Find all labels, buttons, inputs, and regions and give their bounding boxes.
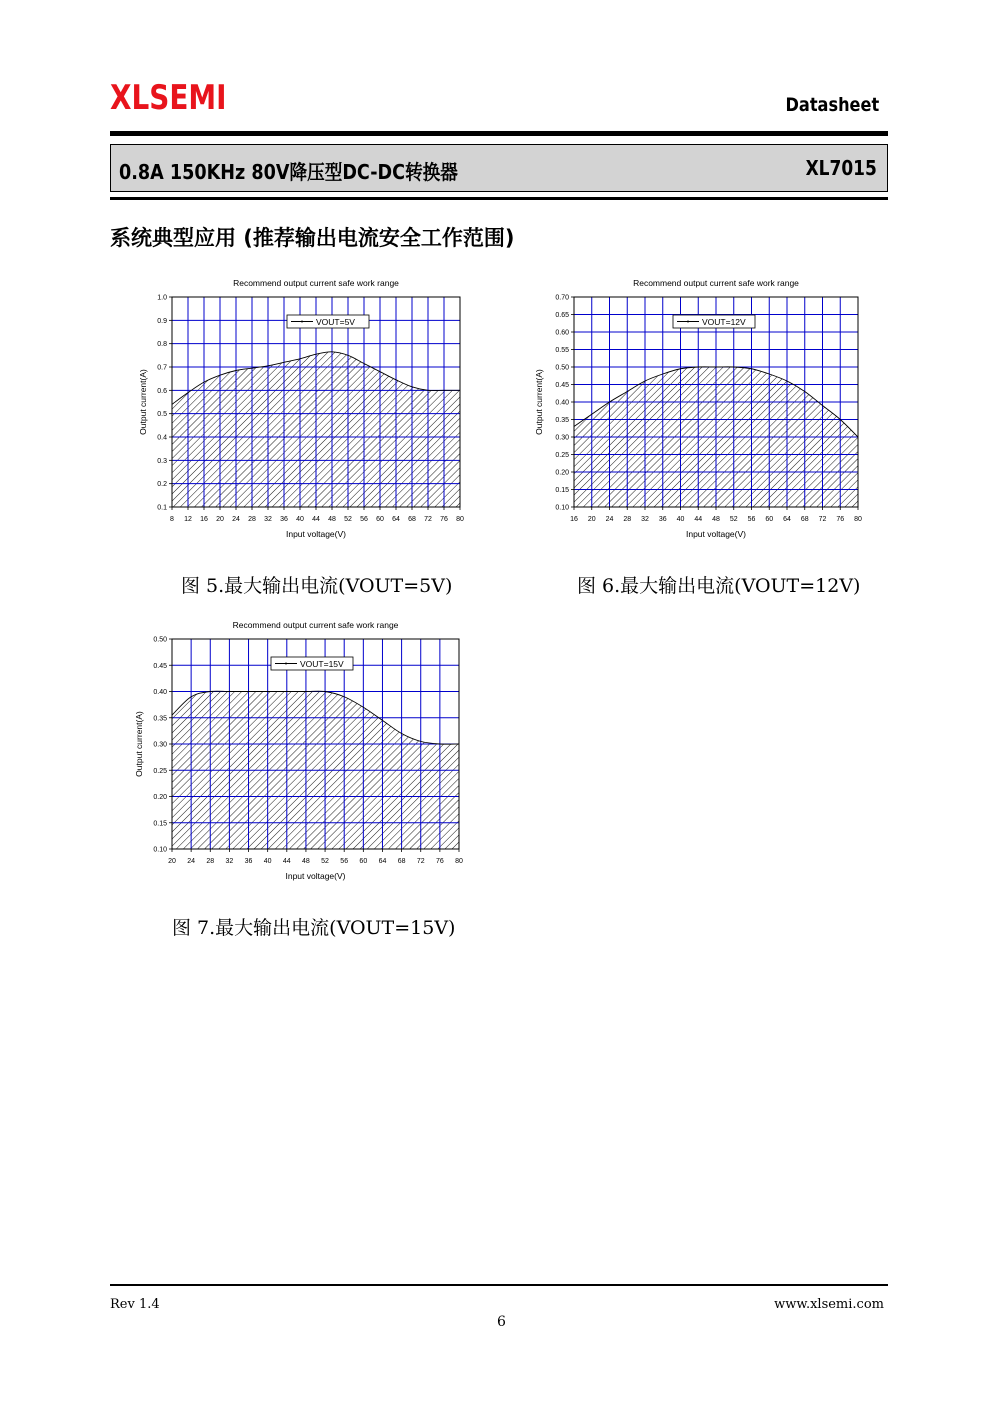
x-tick-label: 36 — [280, 516, 288, 523]
y-tick-label: 0.2 — [157, 481, 167, 489]
x-tick-label: 16 — [570, 516, 578, 523]
x-tick-label: 72 — [416, 858, 425, 865]
y-axis-label: Output current(A) — [534, 369, 544, 435]
x-tick-label: 8 — [170, 516, 174, 523]
chart-vout-5v — [132, 272, 472, 547]
x-tick-label: 28 — [623, 516, 632, 523]
figure-5-caption: 图 5.最大输出电流(VOUT=5V) — [181, 575, 453, 597]
x-tick-label: 44 — [312, 516, 320, 523]
legend-label: VOUT=5V — [316, 317, 355, 327]
x-tick-label: 56 — [340, 858, 349, 865]
y-tick-label: 0.45 — [153, 662, 167, 670]
y-tick-label: 0.40 — [555, 399, 569, 407]
y-tick-label: 0.35 — [555, 417, 569, 424]
x-tick-label: 56 — [747, 516, 756, 523]
chart-legend — [271, 657, 353, 670]
x-tick-label: 28 — [248, 516, 256, 523]
chart-svg — [528, 272, 868, 547]
y-tick-label: 0.8 — [157, 341, 167, 349]
y-tick-label: 0.45 — [555, 382, 569, 389]
chart-vout-12v — [528, 272, 868, 547]
x-tick-label: 36 — [244, 858, 253, 865]
x-tick-label: 20 — [216, 516, 224, 523]
chart-title: Recommend output current safe work range — [633, 278, 799, 288]
chart-svg — [128, 614, 468, 889]
x-tick-label: 16 — [200, 516, 208, 523]
chart-title: Recommend output current safe work range — [232, 620, 399, 630]
x-tick-label: 24 — [187, 858, 196, 865]
x-tick-label: 80 — [455, 858, 463, 865]
x-tick-label: 28 — [206, 858, 215, 865]
x-tick-label: 32 — [641, 516, 649, 523]
legend-marker — [687, 321, 689, 323]
x-tick-label: 64 — [392, 516, 400, 523]
x-tick-label: 64 — [378, 858, 387, 865]
y-tick-label: 0.4 — [157, 434, 167, 442]
x-tick-label: 80 — [456, 516, 464, 523]
x-axis-label: Input voltage(V) — [285, 529, 347, 539]
product-title: 0.8A 150KHz 80V降压型DC-DC转换器 — [119, 160, 458, 184]
x-tick-label: 36 — [658, 516, 667, 523]
x-tick-label: 76 — [435, 858, 444, 865]
y-tick-label: 0.25 — [555, 452, 569, 459]
y-tick-label: 0.60 — [555, 329, 569, 337]
y-tick-label: 0.5 — [157, 411, 167, 419]
y-tick-label: 0.1 — [157, 504, 167, 512]
x-tick-label: 40 — [296, 516, 304, 523]
y-tick-label: 0.15 — [153, 820, 167, 828]
y-tick-label: 0.10 — [555, 504, 569, 512]
x-tick-label: 12 — [184, 516, 192, 523]
chart-vout-15v — [128, 614, 468, 889]
x-tick-label: 44 — [282, 858, 291, 865]
page-number: 6 — [497, 1314, 506, 1330]
y-axis-label: Output current(A) — [134, 711, 144, 777]
x-tick-label: 68 — [397, 858, 406, 865]
x-tick-label: 48 — [712, 516, 720, 523]
y-tick-label: 0.3 — [157, 457, 167, 465]
x-tick-label: 60 — [359, 858, 368, 865]
y-tick-label: 1.0 — [157, 294, 167, 302]
y-tick-label: 0.70 — [555, 294, 569, 302]
y-tick-label: 0.30 — [555, 434, 569, 442]
y-tick-label: 0.20 — [153, 794, 167, 801]
x-tick-label: 52 — [729, 516, 738, 523]
x-tick-label: 76 — [440, 516, 448, 523]
footer-rule — [110, 1284, 888, 1286]
y-tick-label: 0.30 — [153, 741, 167, 749]
x-axis-label: Input voltage(V) — [285, 871, 346, 881]
x-tick-label: 32 — [225, 858, 234, 865]
x-tick-label: 72 — [424, 516, 432, 523]
x-tick-label: 20 — [587, 516, 596, 523]
x-tick-label: 52 — [321, 858, 329, 865]
y-tick-label: 0.65 — [555, 312, 569, 319]
y-tick-label: 0.35 — [153, 715, 167, 723]
revision-label: Rev 1.4 — [110, 1297, 160, 1312]
x-tick-label: 20 — [168, 858, 176, 865]
chart-svg — [132, 272, 472, 547]
chart-legend — [673, 315, 755, 328]
company-logo: XLSEMI — [110, 78, 227, 118]
doc-type-label: Datasheet — [785, 94, 879, 116]
x-tick-label: 24 — [605, 516, 614, 523]
x-tick-label: 32 — [264, 516, 272, 523]
x-tick-label: 64 — [783, 516, 791, 523]
legend-marker — [285, 663, 287, 665]
x-tick-label: 68 — [800, 516, 809, 523]
legend-label: VOUT=12V — [702, 317, 746, 327]
x-tick-label: 60 — [765, 516, 774, 523]
website-link[interactable]: www.xlsemi.com — [774, 1297, 884, 1312]
legend-label: VOUT=15V — [300, 659, 344, 669]
x-tick-label: 48 — [328, 516, 336, 523]
header-rule — [110, 131, 888, 136]
legend-marker — [301, 321, 303, 323]
x-axis-label: Input voltage(V) — [685, 529, 747, 539]
section-title: 系统典型应用 (推荐输出电流安全工作范围) — [110, 226, 515, 250]
x-tick-label: 44 — [694, 516, 703, 523]
y-tick-label: 0.25 — [153, 767, 167, 775]
y-axis-label: Output current(A) — [138, 369, 148, 435]
x-tick-label: 60 — [376, 516, 384, 523]
chart-title: Recommend output current safe work range — [233, 278, 399, 288]
x-tick-label: 72 — [818, 516, 827, 523]
y-tick-label: 0.7 — [157, 364, 167, 372]
x-tick-label: 52 — [344, 516, 352, 523]
x-tick-label: 40 — [676, 516, 685, 523]
y-tick-label: 0.50 — [153, 636, 167, 644]
figure-6-caption: 图 6.最大输出电流(VOUT=12V) — [577, 575, 861, 597]
figure-7-caption: 图 7.最大输出电流(VOUT=15V) — [172, 917, 456, 939]
y-tick-label: 0.20 — [555, 469, 569, 477]
y-tick-label: 0.15 — [555, 487, 569, 494]
x-tick-label: 24 — [232, 516, 240, 523]
part-number: XL7015 — [805, 156, 877, 180]
title-rule — [110, 197, 888, 200]
y-tick-label: 0.6 — [157, 387, 167, 395]
y-tick-label: 0.40 — [153, 689, 167, 696]
x-tick-label: 48 — [302, 858, 310, 865]
y-tick-label: 0.9 — [157, 317, 167, 325]
x-tick-label: 80 — [854, 516, 862, 523]
x-tick-label: 56 — [360, 516, 368, 523]
x-tick-label: 68 — [408, 516, 416, 523]
title-bar — [110, 144, 888, 192]
x-tick-label: 76 — [836, 516, 845, 523]
chart-legend — [287, 315, 369, 328]
y-tick-label: 0.50 — [555, 364, 569, 372]
y-tick-label: 0.10 — [153, 846, 167, 854]
x-tick-label: 40 — [263, 858, 272, 865]
y-tick-label: 0.55 — [555, 347, 569, 354]
